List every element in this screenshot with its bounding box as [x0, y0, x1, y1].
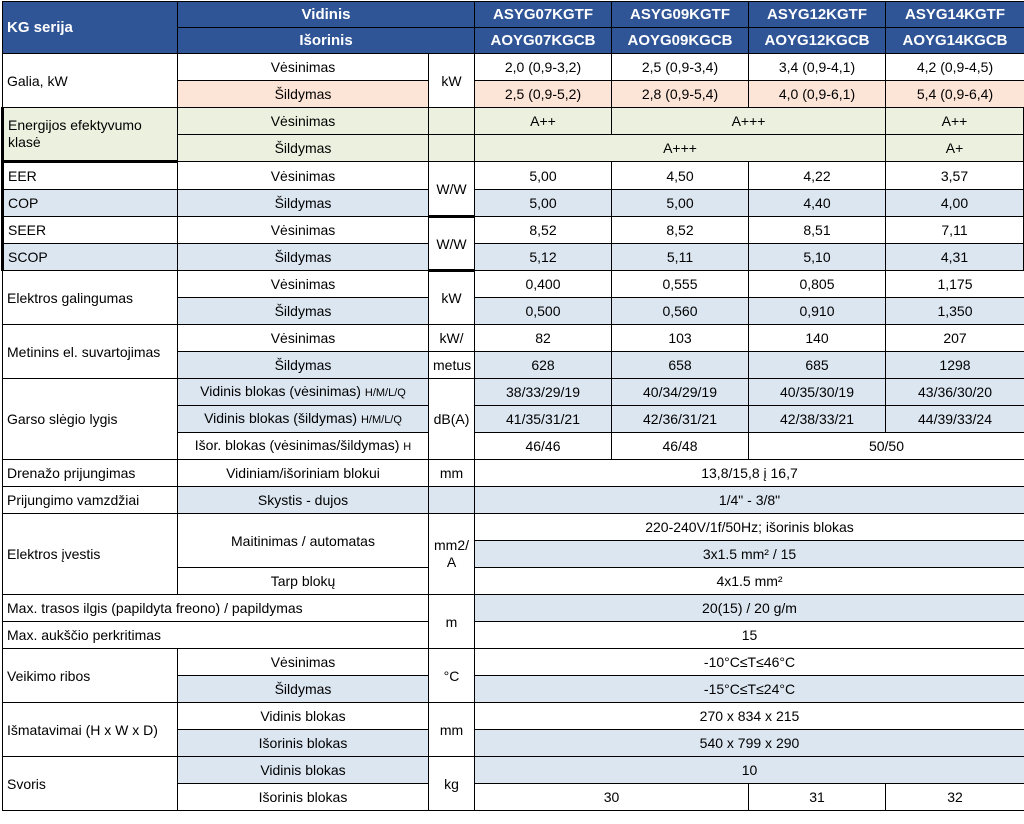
noise-value: 50/50: [749, 433, 1024, 460]
energy-class-cooling-value: A++: [886, 108, 1024, 135]
power-heating-value: 0,560: [612, 298, 749, 325]
capacity-cooling-row: [3, 54, 1024, 81]
model-indoor: ASYG09KGTF: [612, 2, 749, 28]
drain-row: [3, 460, 1024, 487]
heating-label: Šildymas: [178, 298, 429, 325]
cooling-label: Vėsinimas: [178, 54, 429, 81]
annual-heating-value: 658: [612, 352, 749, 379]
electric-value-2: 3x1.5 mm² / 15: [475, 541, 1024, 568]
noise-value: 46/48: [612, 433, 749, 460]
energy-class-heating-value: A+: [886, 135, 1024, 162]
outdoor-unit-label: Išorinis blokas: [178, 784, 429, 811]
noise-row-2-label: [178, 406, 429, 433]
series-title: KG serija: [3, 2, 178, 54]
seer-row: [3, 217, 1024, 244]
weight-label: Svoris: [3, 757, 178, 811]
seer-scop-unit: W/W: [429, 217, 475, 271]
model-indoor: ASYG12KGTF: [749, 2, 886, 28]
eer-label: EER: [3, 162, 178, 190]
noise-row-1-label: [178, 379, 429, 406]
drain-sub: Vidiniam/išoriniam blokui: [178, 460, 429, 487]
eer-row: [3, 162, 1024, 190]
max-height-value: 15: [475, 622, 1024, 649]
energy-class-cooling-value: A++: [475, 108, 612, 135]
indoor-unit-label: Vidinis blokas: [178, 757, 429, 784]
energy-class-unit: [429, 108, 475, 135]
dimensions-outdoor-value: 540 x 799 x 290: [475, 730, 1024, 757]
weight-unit: kg: [429, 757, 475, 811]
seer-label: SEER: [3, 217, 178, 244]
heating-label: Šildymas: [178, 81, 429, 108]
model-outdoor: AOYG09KGCB: [612, 28, 749, 54]
model-outdoor: AOYG14KGCB: [886, 28, 1024, 54]
operating-label: Veikimo ribos: [3, 649, 178, 703]
dimensions-label: Išmatavimai (H x W x D): [3, 703, 178, 757]
drain-label: Drenažo prijungimas: [3, 460, 178, 487]
seer-value: 8,51: [749, 217, 886, 244]
piping-value: 1/4" - 3/8": [475, 487, 1024, 514]
electric-unit: [429, 514, 475, 595]
scop-label: SCOP: [3, 244, 178, 271]
cop-value: 5,00: [612, 190, 749, 217]
drain-value: 13,8/15,8 į 16,7: [475, 460, 1024, 487]
scop-row: [3, 244, 1024, 271]
power-label: Elektros galingumas: [3, 271, 178, 325]
operating-heating-value: -15°C≤T≤24°C: [475, 676, 1024, 703]
capacity-heating-value: 5,4 (0,9-6,4): [886, 81, 1024, 108]
electric-value-3: 4x1.5 mm²: [475, 568, 1024, 595]
energy-class-cooling-value: A+++: [612, 108, 886, 135]
max-length-label: Max. trasos ilgis (papildyta freono) / papildymas: [3, 595, 429, 622]
model-indoor: ASYG14KGTF: [886, 2, 1024, 28]
indoor-unit-label: Vidinis blokas: [178, 703, 429, 730]
noise-value: 38/33/29/19: [475, 379, 612, 406]
operating-cooling-row: [3, 649, 1024, 676]
cop-value: 4,40: [749, 190, 886, 217]
annual-cooling-value: 103: [612, 325, 749, 352]
capacity-cooling-value: 3,4 (0,9-4,1): [749, 54, 886, 81]
indoor-header-label: Vidinis: [178, 2, 475, 28]
piping-label: Prijungimo vamzdžiai: [3, 487, 178, 514]
heating-label: Šildymas: [178, 190, 429, 217]
cooling-label: Vėsinimas: [178, 325, 429, 352]
capacity-heating-value: 2,8 (0,9-5,4): [612, 81, 749, 108]
capacity-heating-value: 4,0 (0,9-6,1): [749, 81, 886, 108]
noise-label: Garso slėgio lygis: [3, 379, 178, 460]
weight-outdoor-value: 32: [886, 784, 1024, 811]
cop-row: [3, 190, 1024, 217]
cooling-label: Vėsinimas: [178, 649, 429, 676]
energy-class-heating-value: A+++: [475, 135, 886, 162]
cooling-label: Vėsinimas: [178, 162, 429, 190]
max-length-value: 20(15) / 20 g/m: [475, 595, 1024, 622]
noise-unit: dB(A): [429, 379, 475, 460]
header-row-indoor: [3, 2, 1024, 28]
noise-value: 44/39/33/24: [886, 406, 1024, 433]
capacity-cooling-value: 4,2 (0,9-4,5): [886, 54, 1024, 81]
power-heating-value: 0,500: [475, 298, 612, 325]
noise-row-3-sub: H: [403, 441, 411, 453]
annual-unit-bottom: metus: [429, 352, 475, 379]
annual-heating-value: 685: [749, 352, 886, 379]
weight-indoor-value: 10: [475, 757, 1024, 784]
heating-label: Šildymas: [178, 135, 429, 162]
scop-value: 4,31: [886, 244, 1024, 271]
power-heating-value: 1,350: [886, 298, 1024, 325]
annual-cooling-value: 207: [886, 325, 1024, 352]
drain-unit: mm: [429, 460, 475, 487]
model-indoor: ASYG07KGTF: [475, 2, 612, 28]
annual-cooling-value: 140: [749, 325, 886, 352]
capacity-unit: kW: [429, 54, 475, 108]
seer-value: 8,52: [612, 217, 749, 244]
dimensions-indoor-row: [3, 703, 1024, 730]
noise-row-3-text: Išor. blokas (vėsinimas/šildymas): [195, 437, 400, 453]
electric-value-1: 220-240V/1f/50Hz; išorinis blokas: [475, 514, 1024, 541]
noise-row-3-label: [178, 433, 429, 460]
electric-unit-top: mm2/: [434, 537, 469, 553]
heating-label: Šildymas: [178, 352, 429, 379]
eer-cop-unit: W/W: [429, 162, 475, 217]
power-cooling-row: [3, 271, 1024, 298]
energy-class-cooling-row: [3, 108, 1024, 135]
heating-label: Šildymas: [178, 676, 429, 703]
power-cooling-value: 0,400: [475, 271, 612, 298]
eer-value: 4,50: [612, 162, 749, 190]
energy-class-unit: [429, 135, 475, 162]
cooling-label: Vėsinimas: [178, 271, 429, 298]
noise-value: 41/35/31/21: [475, 406, 612, 433]
eer-value: 5,00: [475, 162, 612, 190]
cop-value: 5,00: [475, 190, 612, 217]
capacity-heating-value: 2,5 (0,9-5,2): [475, 81, 612, 108]
piping-row: [3, 487, 1024, 514]
noise-row-2-sub: H/M/L/Q: [361, 414, 402, 426]
length-unit: m: [429, 595, 475, 649]
noise-value: 46/46: [475, 433, 612, 460]
max-length-row: [3, 595, 1024, 622]
annual-cooling-value: 82: [475, 325, 612, 352]
capacity-label: Galia, kW: [3, 54, 178, 108]
max-height-label: Max. aukščio perkritimas: [3, 622, 429, 649]
model-outdoor: AOYG07KGCB: [475, 28, 612, 54]
noise-value: 43/36/30/20: [886, 379, 1024, 406]
scop-value: 5,10: [749, 244, 886, 271]
annual-heating-value: 1298: [886, 352, 1024, 379]
weight-outdoor-value: 30: [475, 784, 749, 811]
spec-table: [1, 1, 1024, 811]
noise-row-1-sub: H/M/L/Q: [365, 387, 406, 399]
outdoor-unit-label: Išorinis blokas: [178, 730, 429, 757]
heating-label: Šildymas: [178, 244, 429, 271]
weight-outdoor-value: 31: [749, 784, 886, 811]
max-height-row: [3, 622, 1024, 649]
energy-class-label: Energijos efektyvumo klasė: [3, 108, 178, 162]
piping-unit: [429, 487, 475, 514]
annual-unit-top: kW/: [429, 325, 475, 352]
power-cooling-value: 1,175: [886, 271, 1024, 298]
scop-value: 5,12: [475, 244, 612, 271]
cop-value: 4,00: [886, 190, 1024, 217]
dimensions-indoor-value: 270 x 834 x 215: [475, 703, 1024, 730]
weight-indoor-row: [3, 757, 1024, 784]
noise-row-2-text: Vidinis blokas (šildymas): [204, 410, 357, 426]
model-outdoor: AOYG12KGCB: [749, 28, 886, 54]
noise-value: 40/34/29/19: [612, 379, 749, 406]
cop-label: COP: [3, 190, 178, 217]
electric-unit-bottom: A: [447, 554, 456, 570]
noise-row-1: [3, 379, 1024, 406]
piping-sub: Skystis - dujos: [178, 487, 429, 514]
power-cooling-value: 0,805: [749, 271, 886, 298]
cooling-label: Vėsinimas: [178, 108, 429, 135]
noise-value: 40/35/30/19: [749, 379, 886, 406]
electric-row-1: [3, 514, 1024, 541]
electric-label: Elektros įvestis: [3, 514, 178, 595]
noise-row-1-text: Vidinis blokas (vėsinimas): [200, 383, 361, 399]
operating-unit: °C: [429, 649, 475, 703]
noise-value: 42/38/33/21: [749, 406, 886, 433]
cooling-label: Vėsinimas: [178, 217, 429, 244]
electric-sub-2: Tarp blokų: [178, 568, 429, 595]
annual-heating-value: 628: [475, 352, 612, 379]
eer-value: 3,57: [886, 162, 1024, 190]
power-heating-value: 0,910: [749, 298, 886, 325]
eer-value: 4,22: [749, 162, 886, 190]
scop-value: 5,11: [612, 244, 749, 271]
capacity-cooling-value: 2,0 (0,9-3,2): [475, 54, 612, 81]
outdoor-header-label: Išorinis: [178, 28, 475, 54]
dimensions-unit: mm: [429, 703, 475, 757]
power-unit: kW: [429, 271, 475, 325]
seer-value: 7,11: [886, 217, 1024, 244]
seer-value: 8,52: [475, 217, 612, 244]
capacity-cooling-value: 2,5 (0,9-3,4): [612, 54, 749, 81]
annual-cooling-row: [3, 325, 1024, 352]
annual-label: Metinins el. suvartojimas: [3, 325, 178, 379]
electric-sub-1: Maitinimas / automatas: [178, 514, 429, 568]
noise-value: 42/36/31/21: [612, 406, 749, 433]
power-cooling-value: 0,555: [612, 271, 749, 298]
operating-cooling-value: -10°C≤T≤46°C: [475, 649, 1024, 676]
